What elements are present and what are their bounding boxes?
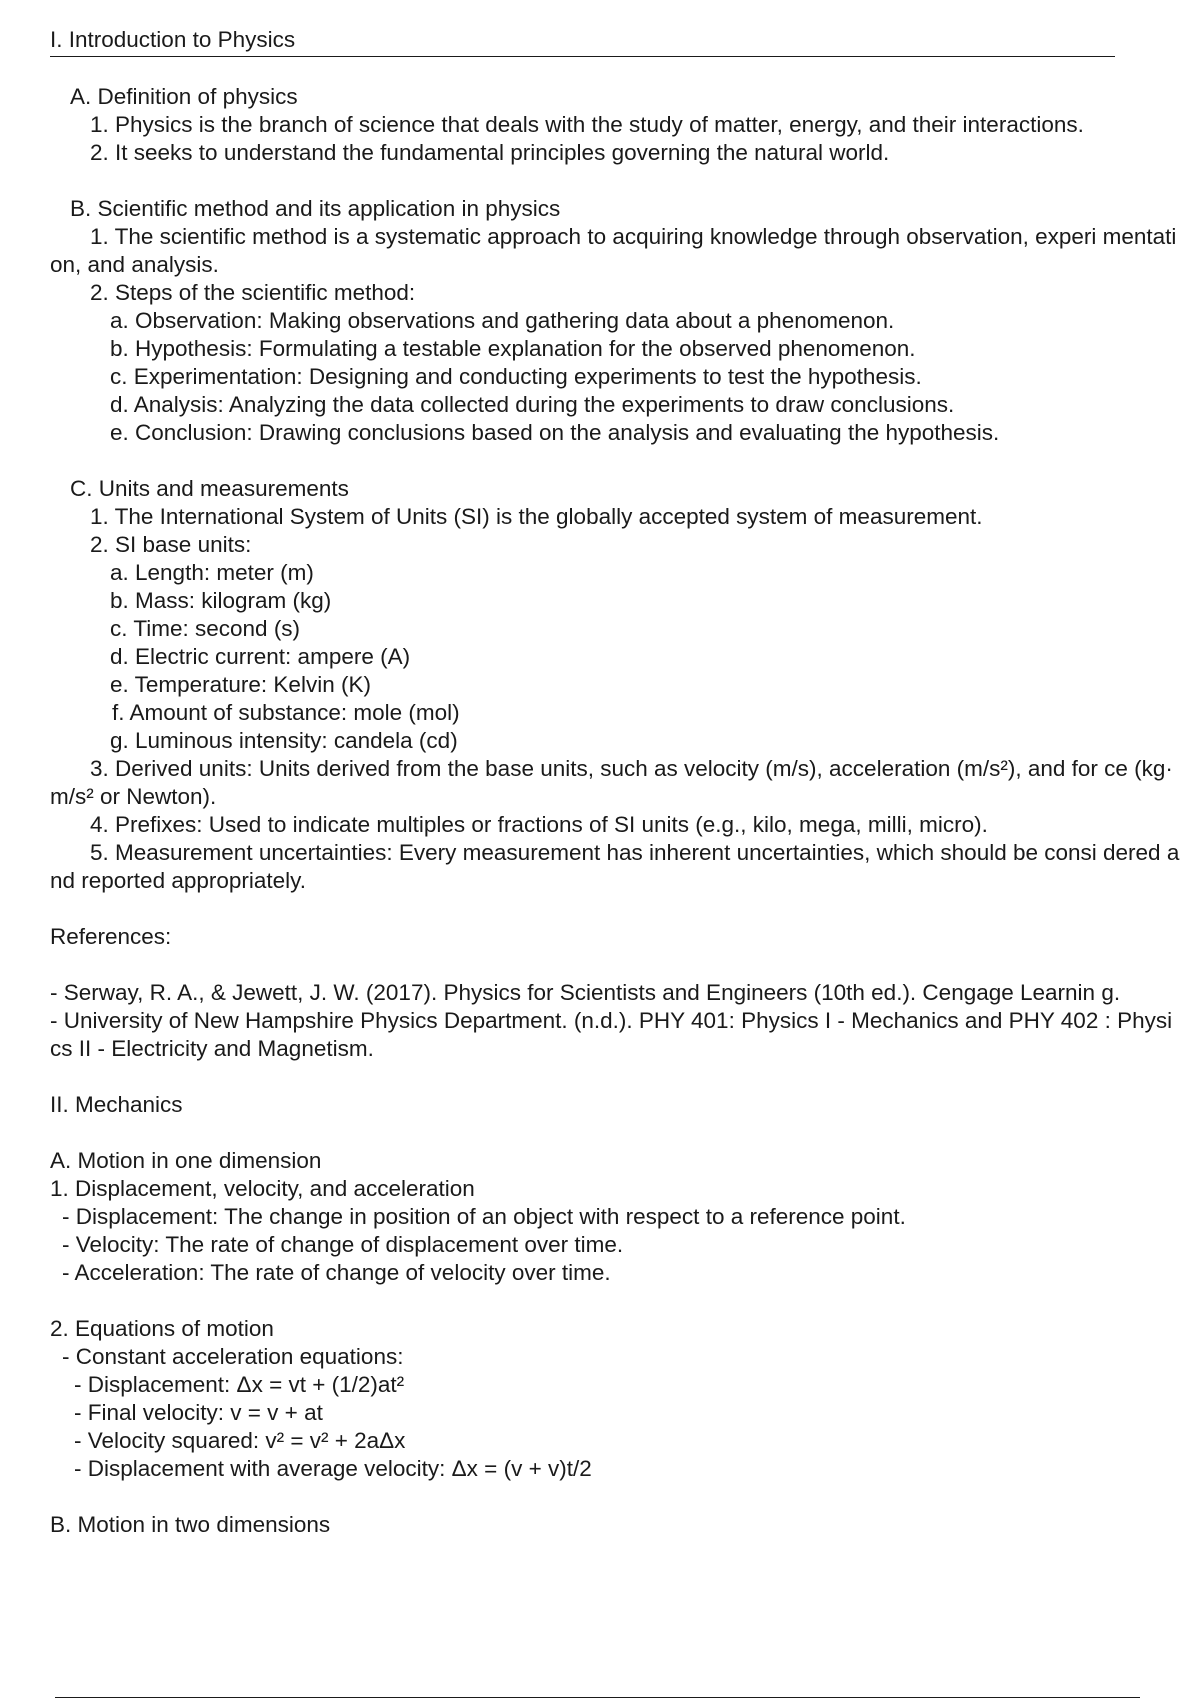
list-item: 3. Derived units: Units derived from the base units, such as velocity (m/s), acceleration (m/s²), and for ce (kg·m/s² or Newton).: [50, 756, 1173, 809]
list-item: 1. Displacement, velocity, and acceleration: [50, 1176, 475, 1201]
mechanics-section-a-heading: A. Motion in one dimension: [50, 1148, 322, 1173]
list-item: b. Hypothesis: Formulating a testable explanation for the observed phenomenon.: [110, 336, 916, 361]
list-item: 1. Physics is the branch of science that deals with the study of matter, energy, and their interactions.: [90, 112, 1084, 137]
page-header-title: I. Introduction to Physics: [50, 25, 1115, 57]
section-a-heading: A. Definition of physics: [70, 84, 298, 109]
section-c-heading: C. Units and measurements: [70, 476, 349, 501]
list-item: - Acceleration: The rate of change of velocity over time.: [62, 1260, 611, 1285]
list-item: - Displacement: The change in position of an object with respect to a reference point.: [62, 1204, 906, 1229]
list-item: 1. The International System of Units (SI) is the globally accepted system of measurement.: [90, 504, 983, 529]
equation-item: - Velocity squared: v² = v² + 2aΔx: [74, 1428, 406, 1453]
list-item: g. Luminous intensity: candela (cd): [110, 728, 458, 753]
list-item: f. Amount of substance: mole (mol): [112, 700, 460, 725]
list-item: 4. Prefixes: Used to indicate multiples or fractions of SI units (e.g., kilo, mega, milli, micro).: [90, 812, 988, 837]
list-item: 2. It seeks to understand the fundamental principles governing the natural world.: [90, 140, 890, 165]
list-item: a. Observation: Making observations and gathering data about a phenomenon.: [110, 308, 895, 333]
section-b-heading: B. Scientific method and its application in physics: [70, 196, 561, 221]
list-item: 5. Measurement uncertainties: Every measurement has inherent uncertainties, which should be consi dered and reported appropriately.: [50, 840, 1180, 893]
footer-divider: [55, 1697, 1140, 1698]
list-item: 2. SI base units:: [90, 532, 252, 557]
document-body: [50, 83, 1180, 1539]
mechanics-heading: II. Mechanics: [50, 1092, 183, 1117]
equation-item: - Displacement: Δx = vt + (1/2)at²: [74, 1372, 405, 1397]
list-item: 2. Equations of motion: [50, 1316, 274, 1341]
list-item: - Constant acceleration equations:: [62, 1344, 404, 1369]
list-item: d. Analysis: Analyzing the data collected during the experiments to draw conclusions.: [110, 392, 955, 417]
reference-entry: - University of New Hampshire Physics Department. (n.d.). PHY 401: Physics I - Mechanics and PHY 402 : Physics II - Electricity and Magnetism.: [50, 1008, 1173, 1061]
references-label: References:: [50, 924, 172, 949]
list-item: c. Experimentation: Designing and conducting experiments to test the hypothesis.: [110, 364, 922, 389]
list-item: - Velocity: The rate of change of displacement over time.: [62, 1232, 624, 1257]
list-item: b. Mass: kilogram (kg): [110, 588, 332, 613]
list-item: e. Temperature: Kelvin (K): [110, 672, 371, 697]
list-item: a. Length: meter (m): [110, 560, 314, 585]
equation-item: - Final velocity: v = v + at: [74, 1400, 323, 1425]
list-item: c. Time: second (s): [110, 616, 301, 641]
list-item: e. Conclusion: Drawing conclusions based on the analysis and evaluating the hypothesis.: [110, 420, 1000, 445]
reference-entry: - Serway, R. A., & Jewett, J. W. (2017). Physics for Scientists and Engineers (10th ed.). Cengage Learnin g.: [50, 980, 1121, 1005]
list-item: 1. The scientific method is a systematic approach to acquiring knowledge through observation, experi mentation, and analysis.: [50, 224, 1177, 277]
equation-item: - Displacement with average velocity: Δx = (v + v)t/2: [74, 1456, 592, 1481]
mechanics-section-b-heading: B. Motion in two dimensions: [50, 1512, 331, 1537]
list-item: 2. Steps of the scientific method:: [90, 280, 416, 305]
list-item: d. Electric current: ampere (A): [110, 644, 411, 669]
